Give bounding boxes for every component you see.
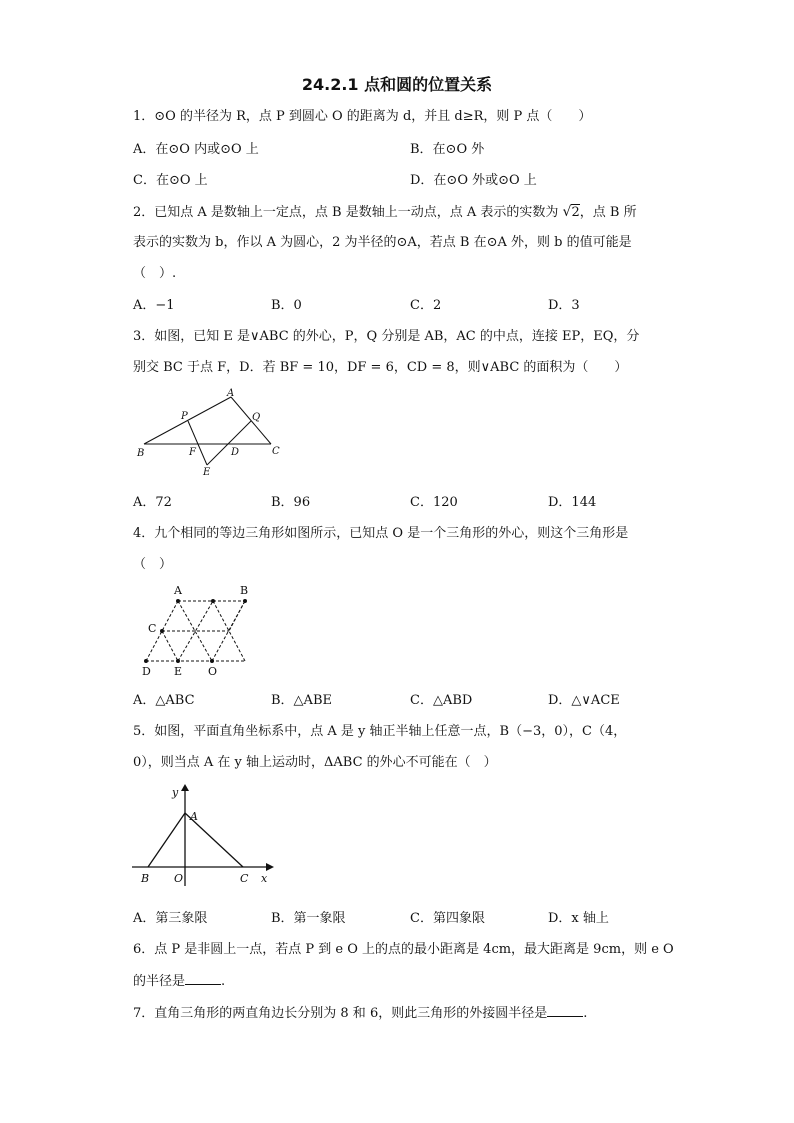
- page-title: 24.2.1 点和圆的位置关系: [301, 75, 493, 94]
- q3-option-b: B．96: [271, 495, 311, 510]
- label-e: E: [203, 467, 211, 478]
- label-b: B: [141, 872, 150, 885]
- q5-stem-line2: 0），则当点 A 在 y 轴上运动时，ΔABC 的外心不可能在（ ）: [133, 755, 497, 770]
- label-c: C: [272, 446, 280, 457]
- segment-ba: [148, 813, 185, 867]
- q1-option-d: D．在⊙O 外或⊙O 上: [410, 173, 537, 188]
- x-axis-arrow-icon: [266, 863, 274, 871]
- point-d: [144, 659, 148, 663]
- label-x: x: [261, 872, 268, 885]
- label-o: O: [174, 872, 184, 885]
- label-f: F: [189, 447, 196, 458]
- q4-triangle-grid-figure: [138, 580, 256, 678]
- q3-option-a: A．72: [133, 495, 172, 510]
- q4-option-d: D．△∨ACE: [548, 693, 620, 708]
- q1-option-b: B．在⊙O 外: [410, 142, 485, 157]
- q2-stem-line1: [133, 203, 637, 222]
- q2-stem-part2: ，点 B 所: [579, 205, 637, 220]
- q6-answer-blank[interactable]: [185, 972, 221, 985]
- q4-option-b: B．△ABE: [271, 693, 332, 708]
- label-b: B: [137, 448, 145, 459]
- q3-stem-line2: 别交 BC 于点 F，D．若 BF = 10，DF = 6，CD = 8，则∨ABC 的面积为（ ）: [133, 360, 628, 375]
- segment-pe: [188, 421, 207, 465]
- label-o: O: [208, 665, 218, 678]
- q1-stem: 1．⊙O 的半径为 R，点 P 到圆心 O 的距离为 d，并且 d≥R，则 P 点（ ）: [133, 109, 592, 124]
- q4-stem-line2: （ ）: [133, 557, 173, 572]
- q7-stem-text: 7．直角三角形的两直角边长分别为 8 和 6，则此三角形的外接圆半径是: [133, 1006, 548, 1021]
- q5-option-c: C．第四象限: [410, 911, 485, 926]
- q2-stem-line3: （ ）.: [133, 266, 177, 281]
- label-a: A: [190, 810, 198, 823]
- q4-option-a: A．△ABC: [133, 693, 195, 708]
- q6-stem-end: .: [221, 974, 226, 989]
- q2-option-d: D．3: [548, 298, 580, 313]
- q5-option-d: D．x 轴上: [548, 911, 609, 926]
- label-b: B: [240, 584, 249, 597]
- q1-option-c: C．在⊙O 上: [133, 173, 208, 188]
- label-e: E: [174, 665, 183, 678]
- q2-option-c: C．2: [410, 298, 442, 313]
- q6-stem-text: 的半径是: [133, 974, 186, 989]
- point-c: [160, 629, 164, 633]
- point-e: [176, 659, 180, 663]
- sqrt-expression: √2: [562, 204, 580, 220]
- q4-stem-line1: 4．九个相同的等边三角形如图所示，已知点 O 是一个三角形的外心，则这个三角形是: [133, 526, 629, 541]
- y-axis-arrow-icon: [181, 784, 189, 791]
- label-a: A: [174, 584, 182, 597]
- q5-option-a: A．第三象限: [133, 911, 208, 926]
- q3-option-d: D．144: [548, 495, 597, 510]
- q5-coordinate-figure: [128, 784, 276, 890]
- label-c: C: [148, 622, 157, 635]
- label-c: C: [240, 872, 249, 885]
- q2-option-a: A．−1: [133, 298, 175, 313]
- q4-option-c: C．△ABD: [410, 693, 473, 708]
- label-p: P: [181, 411, 188, 422]
- q6-stem-line1: 6．点 P 是非圆上一点，若点 P 到 e O 上的点的最小距离是 4cm，最大距离是 9cm，则 e O: [133, 942, 674, 957]
- point-a: [176, 599, 180, 603]
- q5-option-b: B．第一象限: [271, 911, 346, 926]
- label-y: y: [172, 786, 179, 799]
- point-mid-top: [211, 599, 215, 603]
- q2-stem-line2: 表示的实数为 b，作以 A 为圆心，2 为半径的⊙A，若点 B 在⊙A 外，则 b 的值可能是: [133, 235, 632, 250]
- segment-ac: [231, 397, 271, 444]
- segment-qe: [207, 421, 251, 465]
- q3-stem-line1: 3．如图，已知 E 是∨ABC 的外心，P，Q 分别是 AB，AC 的中点，连接 EP，EQ，分: [133, 329, 640, 344]
- q2-option-b: B．0: [271, 298, 302, 313]
- sqrt-radicand: 2: [571, 205, 580, 220]
- q3-triangle-figure: [134, 386, 284, 478]
- label-a: A: [227, 388, 235, 399]
- q7-answer-blank[interactable]: [547, 1004, 583, 1017]
- point-b: [243, 599, 247, 603]
- label-d: D: [142, 665, 151, 678]
- point-o: [210, 659, 214, 663]
- q6-stem-line2: [133, 972, 225, 991]
- label-d: D: [231, 447, 240, 458]
- label-q: Q: [252, 412, 261, 423]
- q3-option-c: C．120: [410, 495, 458, 510]
- q1-option-a: A．在⊙O 内或⊙O 上: [133, 142, 259, 157]
- q2-stem-part1: 2．已知点 A 是数轴上一定点，点 B 是数轴上一动点，点 A 表示的实数为: [133, 205, 559, 220]
- q5-stem-line1: 5．如图，平面直角坐标系中，点 A 是 y 轴正半轴上任意一点，B（−3，0），C（4，: [133, 724, 627, 739]
- q7-stem-line: [133, 1004, 587, 1023]
- q7-stem-end: .: [583, 1006, 588, 1021]
